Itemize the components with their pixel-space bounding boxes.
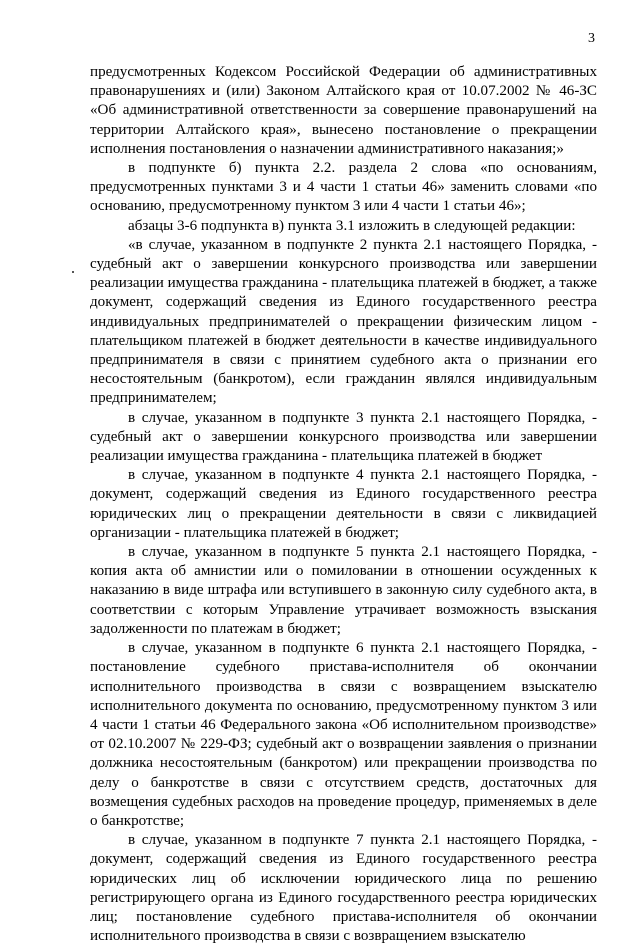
paragraph-case-subitem-2: «в случае, указанном в подпункте 2 пункта 2.1 настоящего Порядка, - судебный акт о завершении конкурсного производства или завершении реализации имущества гражданина - плательщика платежей в бюджет, а также документ, содержащий сведения из Единого государственного реестра индивидуальных предпринимателей о прекращении физическим лицом - плательщиком платежей в бюджет деятельности в качестве индивидуального предпринимателя в связи с принятием судебного акта о признании его несостоятельным (банкротом), если гражданин являлся индивидуальным предпринимателем; — [90, 236, 597, 407]
paragraph-subparagraph-b-amendment: в подпункте б) пункта 2.2. раздела 2 слова «по основаниям, предусмотренных пунктами 3 и 4 части 1 статьи 46» заменить словами «по основанию, предусмотренному пунктом 3 или 4 части 1 статьи 46»; — [90, 160, 597, 215]
paragraph-case-subitem-3: в случае, указанном в подпункте 3 пункта 2.1 настоящего Порядка, - судебный акт о завершении конкурсного производства или завершении реализации имущества гражданина - плательщика платежей в бюджет — [90, 409, 597, 465]
page-number: 3 — [588, 31, 595, 46]
paragraph-continuation: предусмотренных Кодексом Российской Федерации об административных правонарушениях и (или) Законом Алтайского края от 10.07.2002 № 46-ЗС «Об административной ответственности за совершение правонарушений на территории Алтайского края», вынесено постановление о прекращении исполнения постановления о назначении административного наказания;» — [90, 64, 597, 157]
document-body — [90, 63, 597, 946]
scan-speck — [72, 271, 74, 273]
paragraph-amendment-intro: абзацы 3-6 подпункта в) пункта 3.1 изложить в следующей редакции: — [128, 217, 576, 234]
paragraph-case-subitem-4: в случае, указанном в подпункте 4 пункта 2.1 настоящего Порядка, - документ, содержащий сведения из Единого государственного реестра юридических лиц о прекращении деятельности в связи с ликвидацией организации - плательщика платежей в бюджет; — [90, 467, 597, 541]
paragraph-case-subitem-6: в случае, указанном в подпункте 6 пункта 2.1 настоящего Порядка, - постановление судебного пристава-исполнителя об окончании исполнительного производства в связи с возвращением взыскателю исполнительного документа по основанию, предусмотренному пунктом 3 или 4 части 1 статьи 46 Федерального закона «Об исполнительном производстве» от 02.10.2007 № 229-ФЗ; судебный акт о возвращении заявления о признании должника несостоятельным (банкротом) или прекращении производства по делу о банкротстве в связи с отсутствием средств, достаточных для возмещения судебных расходов на проведение процедур, применяемых в деле о банкротстве; — [90, 640, 597, 829]
paragraph-case-subitem-5: в случае, указанном в подпункте 5 пункта 2.1 настоящего Порядка, - копия акта об амнистии или о помиловании в отношении осужденных к наказанию в виде штрафа или вступившего в законную силу судебного акта, в соответствии с которым Управление утрачивает возможность взыскания задолженности по платежам в бюджет; — [90, 544, 597, 637]
paragraph-case-subitem-7: в случае, указанном в подпункте 7 пункта 2.1 настоящего Порядка, - документ, содержащий сведения из Единого государственного реестра юридических лиц об исключении юридического лица по решению регистрирующего органа из Единого государственного реестра юридических лиц; постановление судебного пристава-исполнителя об окончании исполнительного производства в связи с возвращением взыскателю — [90, 832, 597, 945]
